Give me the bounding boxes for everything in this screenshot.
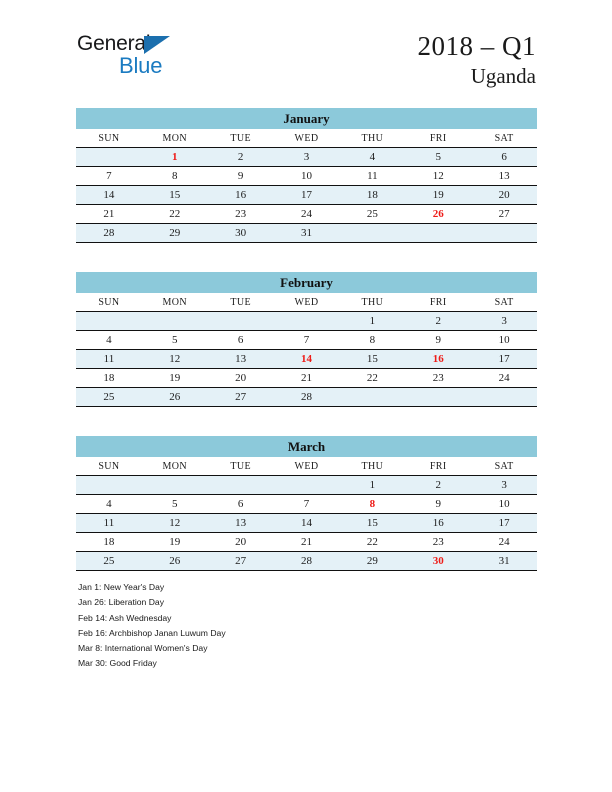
day-cell-empty (142, 312, 208, 331)
day-cell[interactable]: 2 (405, 476, 471, 495)
title-country: Uganda (470, 64, 536, 89)
day-cell[interactable]: 24 (274, 205, 340, 224)
weekday-header-sat: SAT (471, 457, 537, 476)
day-cell[interactable]: 15 (339, 350, 405, 369)
day-cell[interactable]: 2 (405, 312, 471, 331)
day-cell-empty (405, 224, 471, 243)
general-blue-logo[interactable] (77, 33, 257, 85)
day-cell[interactable]: 21 (274, 369, 340, 388)
weekday-header-sat: SAT (471, 129, 537, 148)
day-cell-empty (208, 312, 274, 331)
month-title: March (76, 436, 537, 457)
week-row (76, 148, 537, 167)
week-row (76, 331, 537, 350)
day-cell[interactable]: 14 (274, 514, 340, 533)
day-cell[interactable]: 9 (405, 331, 471, 350)
day-cell-holiday[interactable]: 14 (274, 350, 340, 369)
day-cell[interactable]: 29 (339, 552, 405, 571)
day-cell-empty (274, 476, 340, 495)
holiday-legend-item: Jan 1: New Year's Day (78, 582, 165, 592)
day-cell-empty (339, 388, 405, 407)
weekday-header-row (76, 457, 537, 476)
day-cell[interactable]: 23 (405, 533, 471, 552)
day-cell[interactable]: 11 (339, 167, 405, 186)
day-cell[interactable]: 5 (142, 331, 208, 350)
day-cell[interactable]: 3 (471, 312, 537, 331)
day-cell[interactable]: 3 (471, 476, 537, 495)
weekday-header-sun: SUN (76, 293, 142, 312)
day-cell[interactable]: 24 (471, 369, 537, 388)
day-cell[interactable]: 2 (208, 148, 274, 167)
day-cell[interactable]: 1 (339, 476, 405, 495)
day-cell[interactable]: 13 (208, 514, 274, 533)
day-cell[interactable]: 21 (76, 205, 142, 224)
weekday-header-wed: WED (274, 457, 340, 476)
day-cell[interactable]: 25 (339, 205, 405, 224)
weekday-header-fri: FRI (405, 293, 471, 312)
holiday-legend-item: Jan 26: Liberation Day (78, 597, 164, 608)
day-cell[interactable]: 20 (471, 186, 537, 205)
day-cell[interactable]: 8 (339, 331, 405, 350)
day-cell[interactable]: 31 (274, 224, 340, 243)
day-cell-empty (339, 224, 405, 243)
day-cell[interactable]: 5 (405, 148, 471, 167)
day-cell[interactable]: 27 (208, 388, 274, 407)
day-cell-empty (471, 224, 537, 243)
day-cell[interactable]: 17 (471, 350, 537, 369)
page-header (0, 0, 612, 100)
day-cell[interactable]: 6 (208, 495, 274, 514)
day-cell[interactable]: 19 (142, 533, 208, 552)
weekday-header-row (76, 293, 537, 312)
day-cell[interactable]: 10 (274, 167, 340, 186)
logo-text-blue: Blue (119, 53, 163, 78)
day-cell[interactable]: 5 (142, 495, 208, 514)
week-row (76, 388, 537, 407)
day-cell-empty (405, 388, 471, 407)
holiday-legend-item: Feb 16: Archbishop Janan Luwum Day (78, 627, 226, 638)
day-cell[interactable]: 26 (142, 388, 208, 407)
day-cell[interactable]: 9 (405, 495, 471, 514)
day-cell[interactable]: 16 (208, 186, 274, 205)
week-row (76, 495, 537, 514)
day-cell[interactable]: 28 (274, 552, 340, 571)
day-cell[interactable]: 29 (142, 224, 208, 243)
day-cell-empty (76, 476, 142, 495)
weekday-header-sun: SUN (76, 457, 142, 476)
weekday-header-thu: THU (339, 457, 405, 476)
day-cell[interactable]: 22 (339, 533, 405, 552)
month-grid (76, 457, 537, 571)
week-row (76, 186, 537, 205)
day-cell[interactable]: 18 (339, 186, 405, 205)
day-cell[interactable]: 12 (142, 350, 208, 369)
title-year-quarter: 2018 – Q1 (417, 31, 536, 61)
weekday-header-wed: WED (274, 129, 340, 148)
day-cell[interactable]: 11 (76, 514, 142, 533)
weekday-header-fri: FRI (405, 129, 471, 148)
weekday-header-thu: THU (339, 129, 405, 148)
week-row (76, 312, 537, 331)
day-cell[interactable]: 25 (76, 388, 142, 407)
month-block (76, 436, 537, 571)
weekday-header-sun: SUN (76, 129, 142, 148)
month-title: February (76, 272, 537, 293)
month-title: January (76, 108, 537, 129)
day-cell-empty (76, 148, 142, 167)
day-cell-empty (274, 312, 340, 331)
day-cell[interactable]: 20 (208, 369, 274, 388)
weekday-header-thu: THU (339, 293, 405, 312)
month-block (76, 272, 537, 407)
day-cell[interactable]: 27 (471, 205, 537, 224)
day-cell-empty (208, 476, 274, 495)
month-block (76, 108, 537, 243)
day-cell[interactable]: 28 (76, 224, 142, 243)
day-cell[interactable]: 25 (76, 552, 142, 571)
day-cell[interactable]: 4 (76, 495, 142, 514)
day-cell[interactable]: 22 (142, 205, 208, 224)
day-cell[interactable]: 17 (471, 514, 537, 533)
day-cell-holiday[interactable]: 30 (405, 552, 471, 571)
day-cell[interactable]: 7 (76, 167, 142, 186)
page-title (418, 32, 537, 89)
week-row (76, 533, 537, 552)
month-grid (76, 129, 537, 243)
day-cell-holiday[interactable]: 8 (339, 495, 405, 514)
day-cell[interactable]: 23 (405, 369, 471, 388)
day-cell[interactable]: 23 (208, 205, 274, 224)
week-row (76, 205, 537, 224)
day-cell[interactable]: 24 (471, 533, 537, 552)
day-cell[interactable]: 30 (208, 224, 274, 243)
day-cell[interactable]: 26 (142, 552, 208, 571)
day-cell[interactable]: 7 (274, 495, 340, 514)
weekday-header-mon: MON (142, 457, 208, 476)
day-cell[interactable]: 27 (208, 552, 274, 571)
day-cell-empty (142, 476, 208, 495)
day-cell[interactable]: 19 (142, 369, 208, 388)
week-row (76, 369, 537, 388)
weekday-header-tue: TUE (208, 129, 274, 148)
day-cell[interactable]: 21 (274, 533, 340, 552)
day-cell[interactable]: 12 (405, 167, 471, 186)
day-cell[interactable]: 1 (339, 312, 405, 331)
day-cell[interactable]: 18 (76, 369, 142, 388)
weekday-header-tue: TUE (208, 457, 274, 476)
day-cell[interactable]: 11 (76, 350, 142, 369)
day-cell[interactable]: 9 (208, 167, 274, 186)
weekday-header-tue: TUE (208, 293, 274, 312)
day-cell[interactable]: 6 (471, 148, 537, 167)
day-cell[interactable]: 19 (405, 186, 471, 205)
day-cell[interactable]: 28 (274, 388, 340, 407)
holiday-legend-item: Mar 8: International Women's Day (78, 643, 208, 654)
quarter-calendars (76, 108, 537, 600)
day-cell[interactable]: 6 (208, 331, 274, 350)
day-cell-holiday[interactable]: 26 (405, 205, 471, 224)
week-row (76, 350, 537, 369)
week-row (76, 476, 537, 495)
day-cell[interactable]: 22 (339, 369, 405, 388)
day-cell-holiday[interactable]: 16 (405, 350, 471, 369)
holiday-legend (78, 580, 498, 672)
day-cell[interactable]: 4 (339, 148, 405, 167)
day-cell[interactable]: 15 (142, 186, 208, 205)
day-cell[interactable]: 17 (274, 186, 340, 205)
day-cell[interactable]: 16 (405, 514, 471, 533)
logo-triangle-icon (144, 36, 170, 54)
day-cell-empty (76, 312, 142, 331)
holiday-legend-item: Mar 30: Good Friday (78, 658, 157, 669)
holiday-legend-item: Feb 14: Ash Wednesday (78, 612, 172, 623)
day-cell[interactable]: 8 (142, 167, 208, 186)
day-cell[interactable]: 10 (471, 331, 537, 350)
weekday-header-mon: MON (142, 293, 208, 312)
weekday-header-wed: WED (274, 293, 340, 312)
week-row (76, 167, 537, 186)
week-row (76, 224, 537, 243)
day-cell[interactable]: 14 (76, 186, 142, 205)
day-cell[interactable]: 18 (76, 533, 142, 552)
day-cell[interactable]: 7 (274, 331, 340, 350)
day-cell[interactable]: 12 (142, 514, 208, 533)
day-cell[interactable]: 15 (339, 514, 405, 533)
week-row (76, 514, 537, 533)
weekday-header-mon: MON (142, 129, 208, 148)
day-cell[interactable]: 13 (208, 350, 274, 369)
logo-text-general: General (77, 32, 151, 55)
day-cell-holiday[interactable]: 1 (142, 148, 208, 167)
month-grid (76, 293, 537, 407)
weekday-header-row (76, 129, 537, 148)
day-cell[interactable]: 31 (471, 552, 537, 571)
day-cell-empty (471, 388, 537, 407)
weekday-header-fri: FRI (405, 457, 471, 476)
week-row (76, 552, 537, 571)
day-cell[interactable]: 10 (471, 495, 537, 514)
day-cell[interactable]: 20 (208, 533, 274, 552)
weekday-header-sat: SAT (471, 293, 537, 312)
day-cell[interactable]: 13 (471, 167, 537, 186)
day-cell[interactable]: 3 (274, 148, 340, 167)
day-cell[interactable]: 4 (76, 331, 142, 350)
